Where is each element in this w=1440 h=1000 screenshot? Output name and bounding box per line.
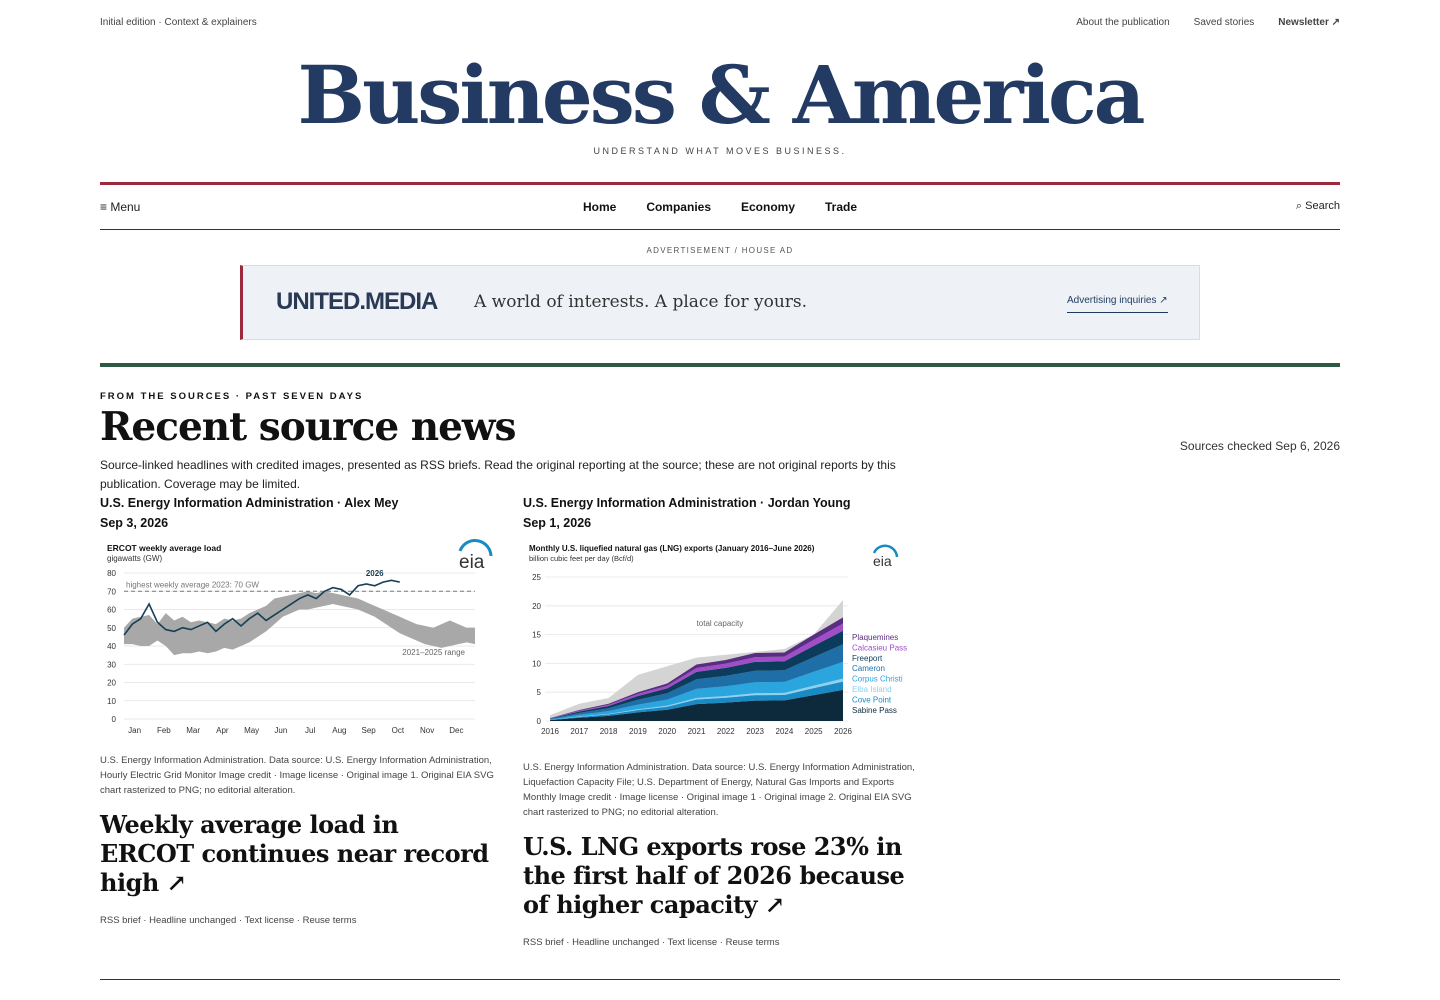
- x-tick-label: Mar: [186, 726, 201, 735]
- x-tick-label: 2017: [570, 727, 589, 736]
- y-tick-label: 30: [107, 660, 116, 670]
- y-tick-label: 80: [107, 569, 116, 578]
- search-button[interactable]: ⌕ Search: [1295, 200, 1340, 212]
- about-link[interactable]: About the publication: [1076, 17, 1170, 28]
- ad-slogan: A world of interests. A place for yours.: [474, 292, 808, 312]
- section-intro: Source-linked headlines with credited images, presented as RSS briefs. Read the original reporting at the source; these are not original reports by this publication. Coverage may be limited.: [100, 458, 896, 491]
- top-bar: [100, 17, 1340, 28]
- image-credit: U.S. Energy Information Administration. Data source: U.S. Energy Information Administration, Hourly Electric Grid Monitor Image credit · Image license · Original image 1. Original EIA SVG chart rasterized to PNG; no editorial alteration.: [100, 755, 494, 796]
- article-footer: RSS brief · Headline unchanged · Text license · Reuse terms: [523, 937, 780, 948]
- legend-entry: Calcasieu Pass: [852, 643, 908, 653]
- range-label: 2021–2025 range: [402, 648, 465, 658]
- article-byline: U.S. Energy Information Administration · Alex Mey: [100, 496, 399, 510]
- article-headline-link[interactable]: U.S. LNG exports rose 23% in the first half of 2026 because of higher capacity ↗: [523, 832, 905, 919]
- newsletter-link[interactable]: Newsletter ↗: [1278, 17, 1340, 28]
- x-tick-label: 2026: [834, 727, 852, 736]
- nav-trade[interactable]: Trade: [825, 200, 858, 214]
- x-tick-label: Jun: [274, 726, 288, 735]
- lng-exports-chart[interactable]: [523, 539, 919, 752]
- x-tick-label: 2022: [716, 727, 735, 736]
- legend-entry: Cameron: [852, 664, 885, 674]
- y-tick-label: 5: [536, 688, 541, 698]
- chart-title: ERCOT weekly average load: [107, 543, 222, 553]
- section-divider: [100, 363, 1340, 367]
- series-label: 2026: [365, 569, 384, 578]
- top-divider: [100, 182, 1340, 185]
- x-tick-label: 2019: [629, 727, 647, 736]
- bottom-divider: [100, 979, 1340, 980]
- x-tick-label: 2018: [599, 727, 618, 736]
- x-tick-label: Jan: [128, 726, 142, 735]
- x-tick-label: Sep: [361, 726, 376, 735]
- edition-label: Initial edition · Context & explainers: [100, 17, 257, 28]
- y-tick-label: 15: [532, 630, 541, 640]
- saved-stories-link[interactable]: Saved stories: [1193, 17, 1255, 28]
- x-tick-label: 2021: [687, 727, 706, 736]
- legend-entry: Cove Point: [852, 695, 892, 705]
- article-date: Sep 3, 2026: [100, 516, 169, 530]
- y-tick-label: 25: [532, 573, 541, 582]
- x-tick-label: Dec: [449, 726, 464, 735]
- x-tick-label: Apr: [216, 726, 229, 735]
- y-tick-label: 20: [532, 601, 541, 611]
- tagline: UNDERSTAND WHAT MOVES BUSINESS.: [593, 146, 847, 156]
- x-tick-label: Aug: [332, 726, 347, 735]
- image-credit: U.S. Energy Information Administration. Data source: U.S. Energy Information Administration, Liquefaction Capacity File; U.S. Department of Energy, Natural Gas Imports and Exports Monthly Image credit · Image license · Original image 1 · Original image 2. Original EIA SVG chart rasterized to PNG; no editorial alteration.: [523, 762, 915, 818]
- x-tick-label: Feb: [156, 726, 171, 735]
- y-tick-label: 10: [107, 696, 116, 706]
- x-tick-label: 2020: [658, 727, 677, 736]
- y-tick-label: 70: [107, 587, 116, 597]
- sources-checked: Sources checked Sep 6, 2026: [1179, 439, 1340, 453]
- legend-entry: Elba Island: [852, 685, 892, 694]
- y-tick-label: 40: [107, 642, 116, 651]
- section-title: Recent source news: [100, 404, 516, 450]
- reference-label: highest weekly average 2023: 70 GW: [126, 580, 259, 590]
- nav-economy[interactable]: Economy: [741, 200, 796, 214]
- article-date: Sep 1, 2026: [523, 516, 592, 530]
- legend-entry: Corpus Christi: [852, 674, 903, 684]
- x-tick-label: 2024: [775, 727, 794, 736]
- legend-entry: Sabine Pass: [852, 705, 897, 715]
- nav-home[interactable]: Home: [582, 200, 617, 214]
- article-footer: RSS brief · Headline unchanged · Text license · Reuse terms: [100, 915, 357, 926]
- x-tick-label: 2023: [746, 727, 764, 736]
- y-tick-label: 10: [532, 659, 541, 669]
- house-ad-banner[interactable]: [240, 265, 1200, 340]
- eia-logo-text: eia: [873, 553, 892, 569]
- x-tick-label: May: [244, 726, 260, 735]
- article-card-ercot: [100, 493, 498, 926]
- y-tick-label: 20: [107, 678, 116, 688]
- nav-companies[interactable]: Companies: [646, 200, 711, 214]
- x-tick-label: 2016: [541, 727, 559, 736]
- main-nav: [100, 196, 1340, 218]
- y-tick-label: 0: [111, 715, 116, 724]
- y-tick-label: 0: [536, 717, 541, 726]
- advertising-inquiries-link[interactable]: Advertising inquiries ↗: [1067, 295, 1168, 313]
- legend-entry: Freeport: [852, 653, 883, 663]
- x-tick-label: Jul: [305, 726, 316, 735]
- chart-subtitle: billion cubic feet per day (Bcf/d): [529, 554, 634, 563]
- x-tick-label: 2025: [804, 727, 823, 736]
- nav-divider: [100, 229, 1340, 230]
- eia-logo-text: eia: [459, 552, 485, 573]
- chart-title: Monthly U.S. liquefied natural gas (LNG) exports (January 2016–June 2026): [529, 544, 815, 553]
- x-tick-label: Oct: [391, 726, 405, 735]
- ercot-load-chart[interactable]: [100, 539, 496, 745]
- article-headline-link[interactable]: Weekly average load in ERCOT continues near record high ↗: [100, 810, 489, 897]
- y-tick-label: 50: [107, 623, 116, 633]
- ad-brand: UNITED.MEDIA: [276, 288, 438, 315]
- legend-entry: Plaquemines: [852, 633, 899, 642]
- x-tick-label: Nov: [420, 726, 435, 735]
- article-byline: U.S. Energy Information Administration · Jordan Young: [523, 496, 851, 510]
- masthead-logo[interactable]: Business & America: [297, 48, 1143, 142]
- y-tick-label: 60: [107, 605, 116, 615]
- capacity-label: total capacity: [696, 618, 744, 628]
- menu-button[interactable]: ≡ Menu: [100, 200, 141, 214]
- article-card-lng: [523, 493, 921, 948]
- ad-label: ADVERTISEMENT / HOUSE AD: [646, 246, 794, 255]
- section-kicker: FROM THE SOURCES · PAST SEVEN DAYS: [100, 391, 364, 402]
- chart-subtitle: gigawatts (GW): [107, 554, 163, 563]
